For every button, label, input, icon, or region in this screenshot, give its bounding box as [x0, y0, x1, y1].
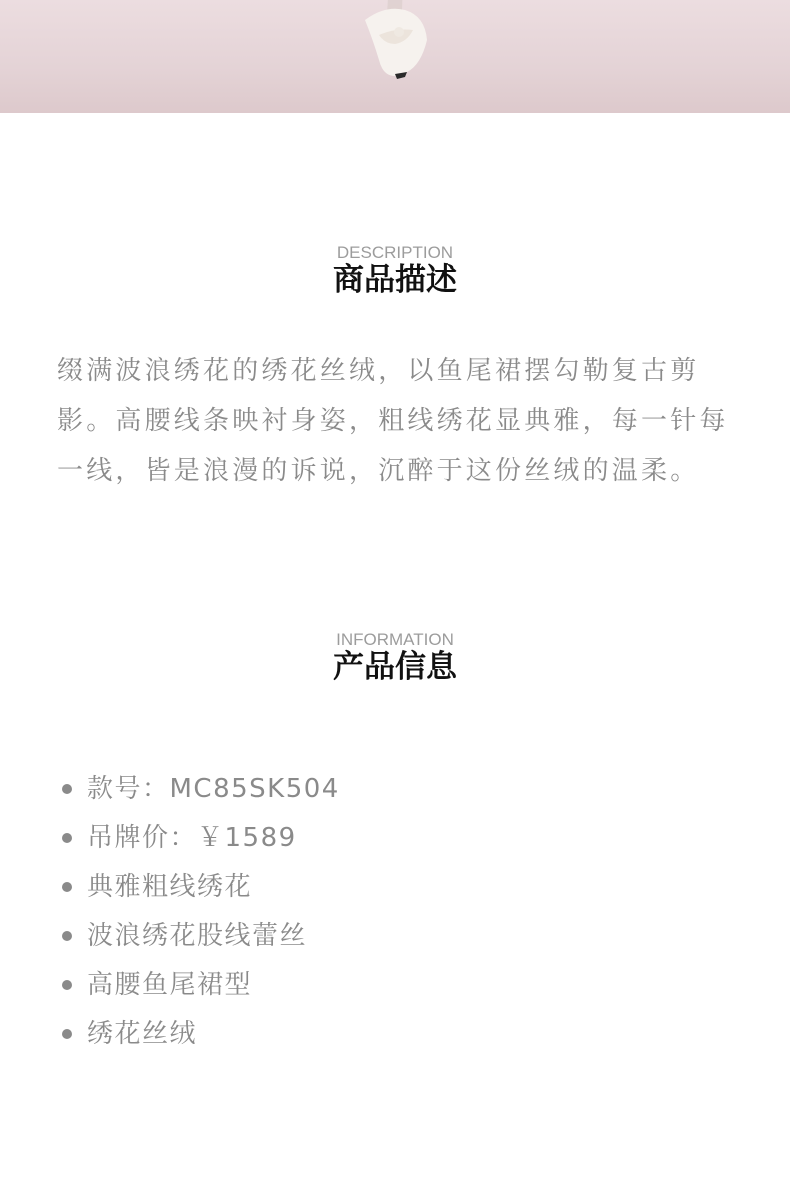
info-item-label: 绣花丝绒 — [87, 1019, 198, 1049]
info-item-tag-price — [60, 815, 340, 864]
bullet-dot-icon — [62, 882, 72, 892]
bullet-dot-icon — [62, 784, 72, 794]
bullet-dot-icon — [62, 931, 72, 941]
info-item-feature — [60, 864, 340, 913]
description-text: 缀满波浪绣花的绣花丝绒，以鱼尾裙摆勾勒复古剪影。高腰线条映衬身姿，粗线绣花显典雅，每一针每一线，皆是浪漫的诉说，沉醉于这份丝绒的温柔。 — [57, 356, 729, 486]
info-item-feature — [60, 1011, 340, 1060]
info-item-label: 款号：MC85SK504 — [87, 774, 340, 804]
info-list — [60, 766, 340, 1060]
information-title: 产品信息 — [333, 649, 457, 685]
info-item-label: 波浪绣花股线蕾丝 — [87, 921, 308, 951]
bullet-dot-icon — [62, 980, 72, 990]
information-header — [0, 630, 790, 684]
information-eyebrow: INFORMATION — [336, 630, 454, 649]
info-item-style-number — [60, 766, 340, 815]
info-item-label: 吊牌价：￥1589 — [87, 823, 297, 853]
bullet-dot-icon — [62, 1029, 72, 1039]
product-photo — [0, 0, 790, 113]
info-item-feature — [60, 962, 340, 1011]
shoe-image — [355, 0, 445, 100]
info-item-label: 典雅粗线绣花 — [87, 872, 253, 902]
description-title: 商品描述 — [333, 262, 457, 298]
description-header — [0, 243, 790, 297]
info-item-feature — [60, 913, 340, 962]
info-item-label: 高腰鱼尾裙型 — [87, 970, 253, 1000]
description-eyebrow: DESCRIPTION — [336, 243, 454, 262]
bullet-dot-icon — [62, 833, 72, 843]
